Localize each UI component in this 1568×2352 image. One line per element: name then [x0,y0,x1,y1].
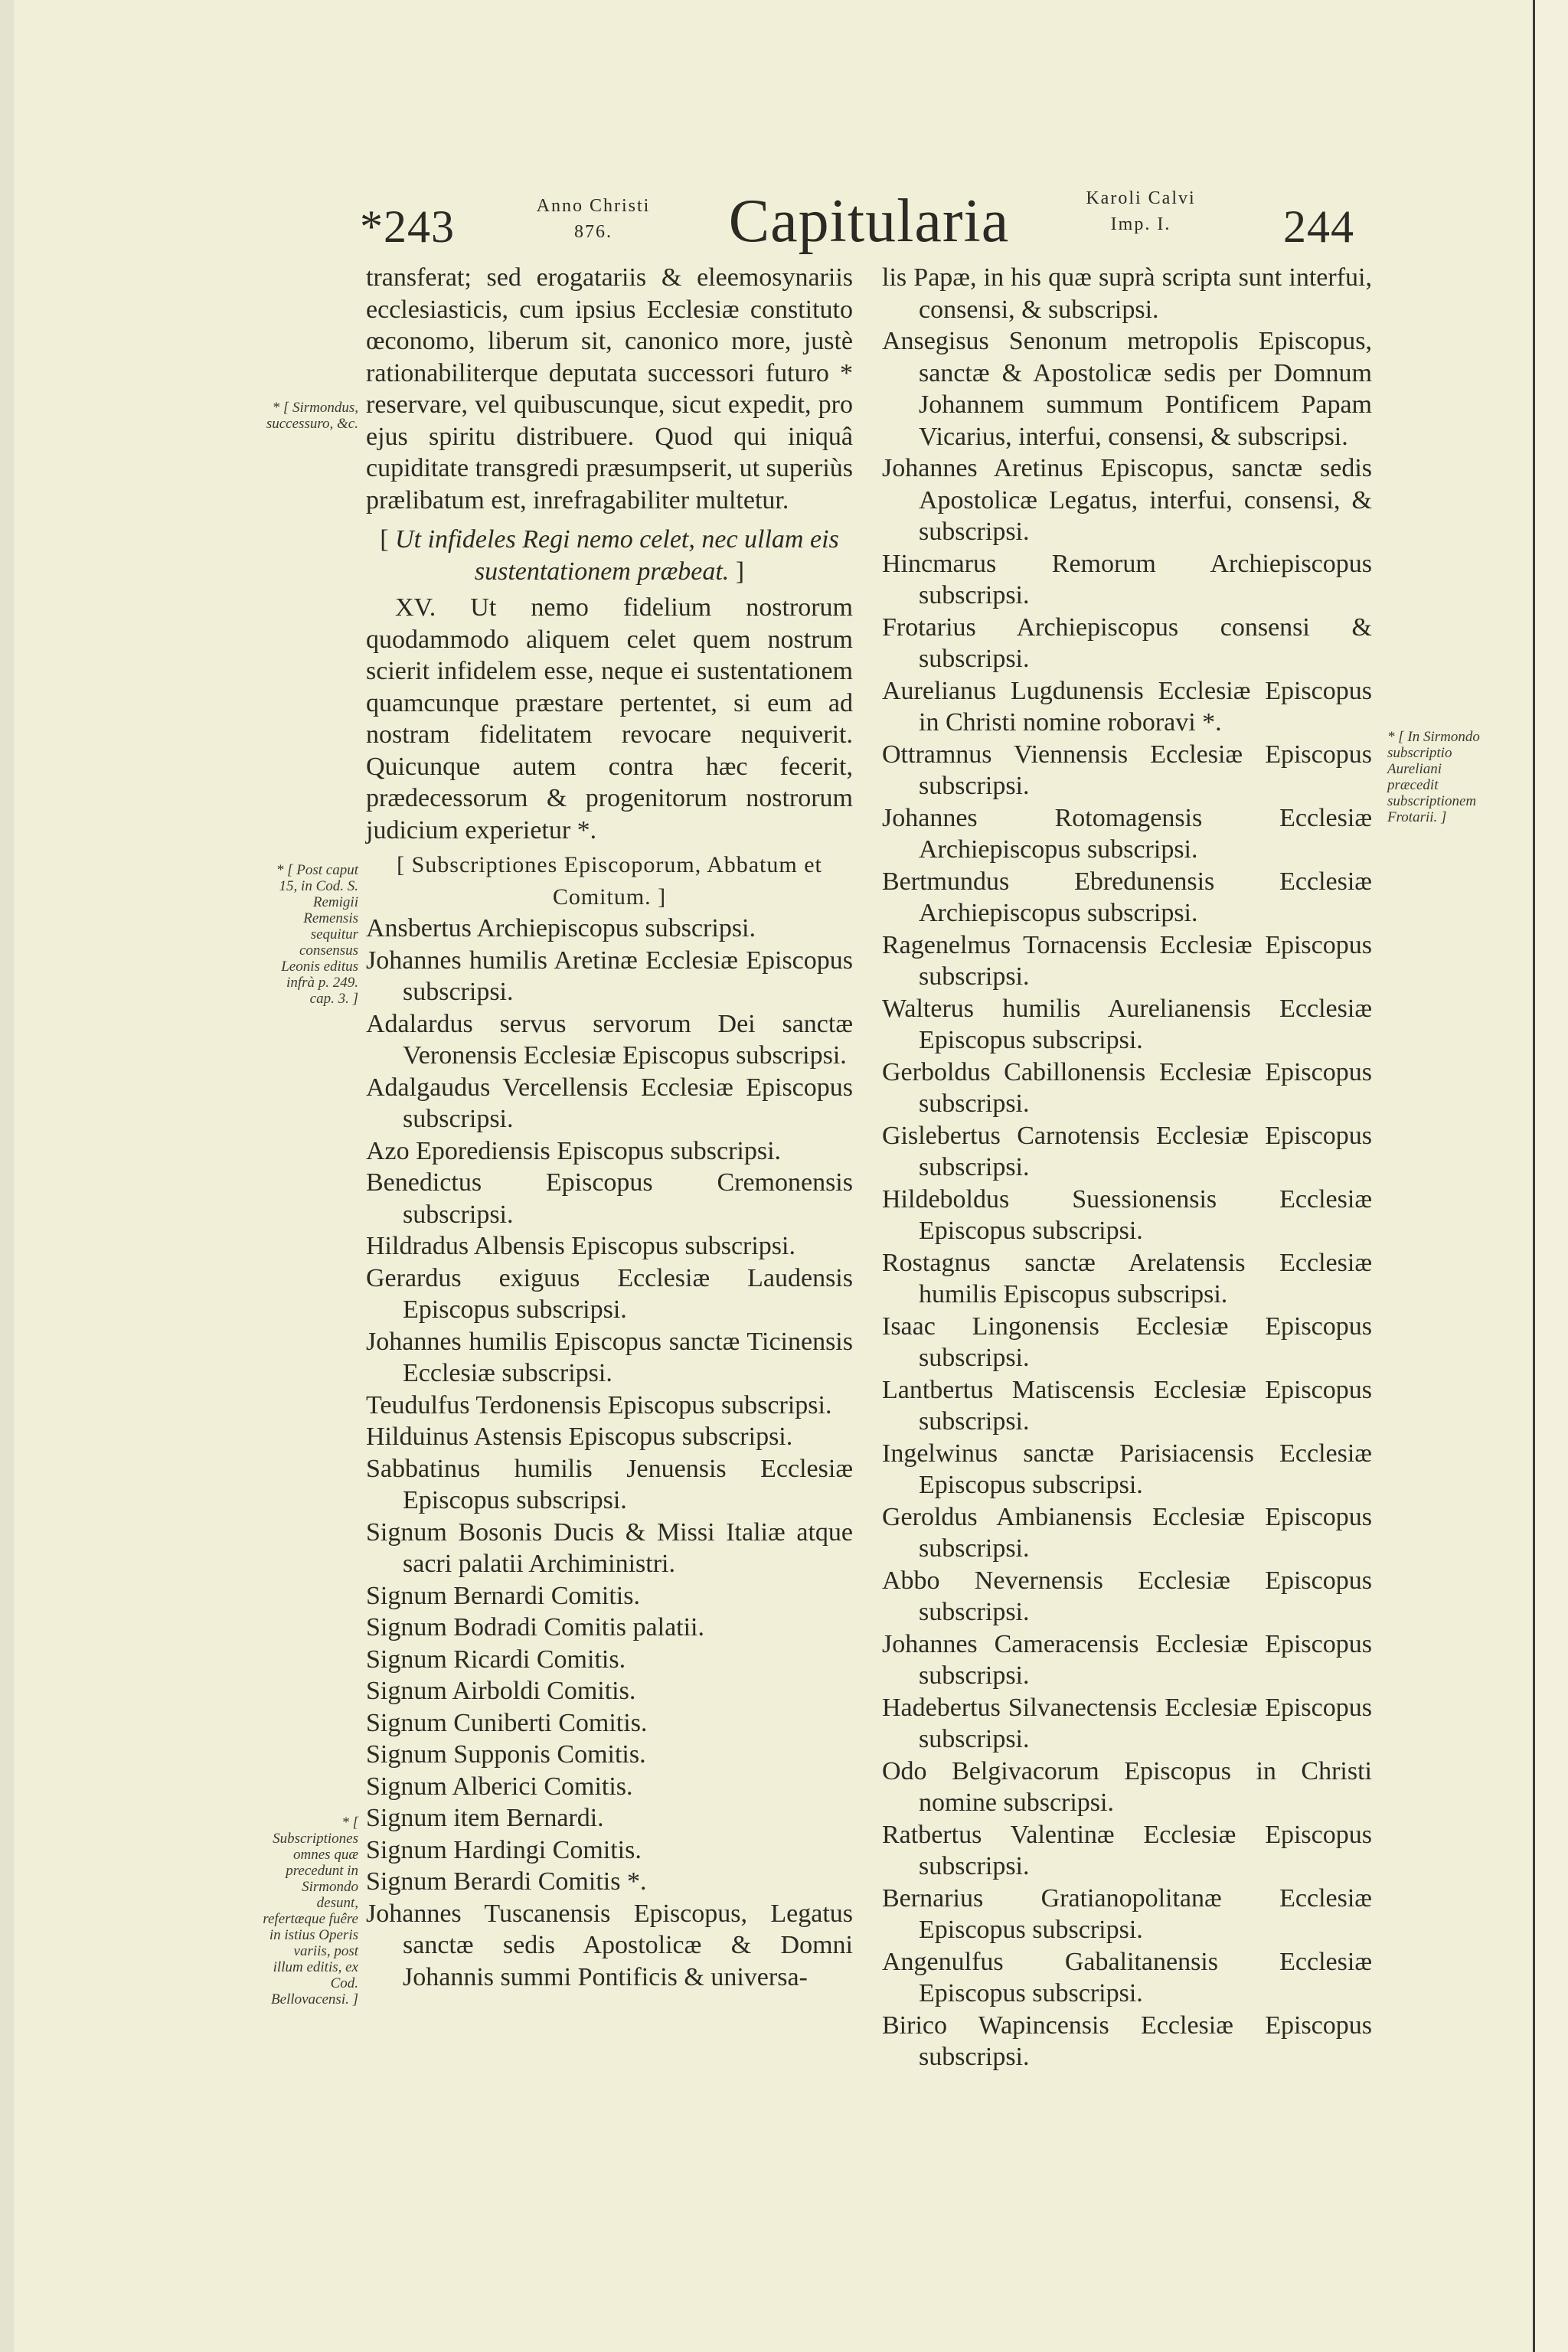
chapter-heading [366,524,853,587]
subscription-entry: Birico Wapincensis Ecclesiæ Episcopus subscripsi. [882,2011,1372,2071]
subscription-entry: Hildradus Albensis Episcopus subscripsi. [366,1232,795,1260]
margin-note-aureliani: * [ In Sirmondo subscriptio Aureliani præcedit subscriptionem Frotarii. ] [1387,729,1480,825]
subscription-entry: Adalardus servus servorum Dei sanctæ Veronensis Ecclesiæ Episcopus subscripsi. [366,1009,853,1070]
subscription-entry: Gerardus exiguus Ecclesiæ Laudensis Episcopus subscripsi. [366,1263,853,1324]
subscription-entry: Bertmundus Ebredunensis Ecclesiæ Archiepiscopus subscripsi. [882,867,1372,927]
anno-christi-heading [505,193,681,245]
margin-note-sirmondus: * [ Sirmondus, successuro, &c. [266,400,358,432]
subscription-entry: Ragenelmus Tornacensis Ecclesiæ Episcopus subscripsi. [882,930,1372,991]
margin-note-subscriptiones: * [ Subscriptiones omnes quæ precedunt in Sirmondo desunt, refertæque fuêre in istius Operis variis, post illum editis, ex Cod. Bellovacensi. ] [263,1815,358,2007]
running-title: Capitularia [728,188,1010,255]
karoli-calvi-regnal-year: Imp. I. [1110,214,1171,234]
subscription-entry: Hilduinus Astensis Episcopus subscripsi. [366,1423,793,1451]
subscription-entry: Geroldus Ambianensis Ecclesiæ Episcopus subscripsi. [882,1502,1372,1563]
signum-entry: Signum item Bernardi. [366,1804,604,1832]
subscription-entry: Ingelwinus sanctæ Parisiacensis Ecclesiæ Episcopus subscripsi. [882,1439,1372,1499]
anno-christi-label: Anno Christi [536,196,651,216]
subscription-entry: Johannes humilis Aretinæ Ecclesiæ Episcopus subscripsi. [366,946,853,1006]
subscription-entry: Ratbertus Valentinæ Ecclesiæ Episcopus subscripsi. [882,1820,1372,1880]
capitulary-continuation: transferat; sed erogatariis & eleemosynariis ecclesiasticis, cum ipsius Ecclesiæ constituto œconomo, liberum sit, canonico more, justè rationabiliterque deputata successori futuro * reservare, vel quibuscunque, sicut expedit, pro ejus spiritu distribuere. Quod qui iniquâ cupiditate transgredi præsumpserit, ut superiùs prælibatum est, inrefragabiliter multetur. [366,263,853,514]
signum-entry: Signum Berardi Comitis *. [366,1867,647,1896]
subscription-entry: Benedictus Episcopus Cremonensis subscripsi. [366,1168,853,1229]
subscription-entry: Teudulfus Terdonensis Episcopus subscripsi. [366,1390,832,1419]
subscription-entry: Hildeboldus Suessionensis Ecclesiæ Episcopus subscripsi. [882,1184,1372,1245]
page-number-left: *243 [360,201,455,252]
signum-entry: Signum Alberici Comitis. [366,1772,633,1801]
subscription-entry: Johannes Rotomagensis Ecclesiæ Archiepiscopus subscripsi. [882,803,1372,864]
chapter-xv-text: XV. Ut nemo fidelium nostrorum quodammodo aliquem celet quem nostrum scierit infidelem esse, neque ei sustentationem quamcunque præstare pertentet, si eum ad nostram fidelitatem revocare nequiverit. Quicunque autem contra hæc fecerit, prædecessorum & progenitorum nostrorum judicium experietur *. [366,593,853,844]
subscription-entry: Abbo Nevernensis Ecclesiæ Episcopus subscripsi. [882,1566,1372,1626]
heading-bracket-open: [ [380,525,389,554]
subscription-entry: Sabbatinus humilis Jenuensis Ecclesiæ Episcopus subscripsi. [366,1454,853,1514]
next-page-edge [1533,0,1568,2352]
subscription-entry: Azo Eporediensis Episcopus subscripsi. [366,1136,782,1165]
subscription-entry: Odo Belgivacorum Episcopus in Christi nomine subscripsi. [882,1756,1372,1817]
signum-entry: Signum Bosonis Ducis & Missi Italiæ atque sacri palatii Archiministri. [366,1517,853,1578]
subscription-entry: Hincmarus Remorum Archiepiscopus subscripsi. [882,549,1372,609]
signum-entry: Signum Supponis Comitis. [366,1740,646,1769]
subscription-entry: Frotarius Archiepiscopus consensi & subscripsi. [882,612,1372,673]
subscription-entry: Walterus humilis Aurelianensis Ecclesiæ Episcopus subscripsi. [882,994,1372,1054]
page-number-right: 244 [1283,201,1354,252]
signum-entry: Signum Ricardi Comitis. [366,1645,626,1674]
signum-entry: Signum Bernardi Comitis. [366,1581,640,1610]
signum-entry: Signum Airboldi Comitis. [366,1677,636,1705]
margin-note-post-caput: * [ Post caput 15, in Cod. S. Remigii Remensis sequitur consensus Leonis editus infrà p. 249. cap. 3. ] [276,862,358,1007]
subscription-entry: Johannes humilis Episcopus sanctæ Ticinensis Ecclesiæ subscripsi. [366,1327,853,1387]
subscription-entry: Lantbertus Matiscensis Ecclesiæ Episcopus subscripsi. [882,1375,1372,1436]
heading-text: Ut infideles Regi nemo celet, nec ullam eis sustentationem præbeat. [395,525,839,586]
subscription-continuation: lis Papæ, in his quæ suprà scripta sunt interfui, consensi, & subscripsi. [882,263,1372,324]
subscription-entry: Gerboldus Cabillonensis Ecclesiæ Episcopus subscripsi. [882,1057,1372,1118]
subscription-entry: Ansbertus Archiepiscopus subscripsi. [366,914,756,942]
subscription-entry: Johannes Cameracensis Ecclesiæ Episcopus subscripsi. [882,1629,1372,1690]
subscription-entry: Ansegisus Senonum metropolis Episcopus, sanctæ & Apostolicæ sedis per Domnum Johannem summum Pontificem Papam Vicarius, interfui, consensi, & subscripsi. [882,327,1372,451]
subscription-entry: Johannes Tuscanensis Episcopus, Legatus sanctæ sedis Apostolicæ & Domni Johannis summi Pontificis & universa- [366,1899,853,1991]
signum-entry: Signum Bodradi Comitis palatii. [366,1613,704,1642]
subscription-entry: Ottramnus Viennensis Ecclesiæ Episcopus subscripsi. [882,740,1372,800]
subscription-entry: Gislebertus Carnotensis Ecclesiæ Episcopus subscripsi. [882,1121,1372,1181]
subscription-entry: Rostagnus sanctæ Arelatensis Ecclesiæ humilis Episcopus subscripsi. [882,1248,1372,1308]
right-column [882,262,1372,2073]
subscription-entry: Angenulfus Gabalitanensis Ecclesiæ Episcopus subscripsi. [882,1947,1372,2007]
subscription-entry: Adalgaudus Vercellensis Ecclesiæ Episcopus subscripsi. [366,1073,853,1133]
subscriptions-heading: [ Subscriptiones Episcoporum, Abbatum et Comitum. ] [397,852,822,910]
left-column [366,262,853,1993]
heading-bracket-close: ] [735,557,745,586]
subscription-entry: Bernarius Gratianopolitanæ Ecclesiæ Episcopus subscripsi. [882,1883,1372,1944]
signum-entry: Signum Hardingi Comitis. [366,1835,642,1864]
karoli-calvi-label: Karoli Calvi [1086,188,1196,208]
signum-entry: Signum Cuniberti Comitis. [366,1708,648,1737]
subscription-entry: Isaac Lingonensis Ecclesiæ Episcopus subscripsi. [882,1312,1372,1372]
subscription-entry: Hadebertus Silvanectensis Ecclesiæ Episcopus subscripsi. [882,1693,1372,1753]
anno-christi-year: 876. [574,222,612,242]
subscription-entry: Aurelianus Lugdunensis Ecclesiæ Episcopus in Christi nomine roboravi *. [882,676,1372,737]
karoli-calvi-heading [1049,185,1233,237]
subscription-entry: Johannes Aretinus Episcopus, sanctæ sedis Apostolicæ Legatus, interfui, consensi, & subscripsi. [882,454,1372,546]
